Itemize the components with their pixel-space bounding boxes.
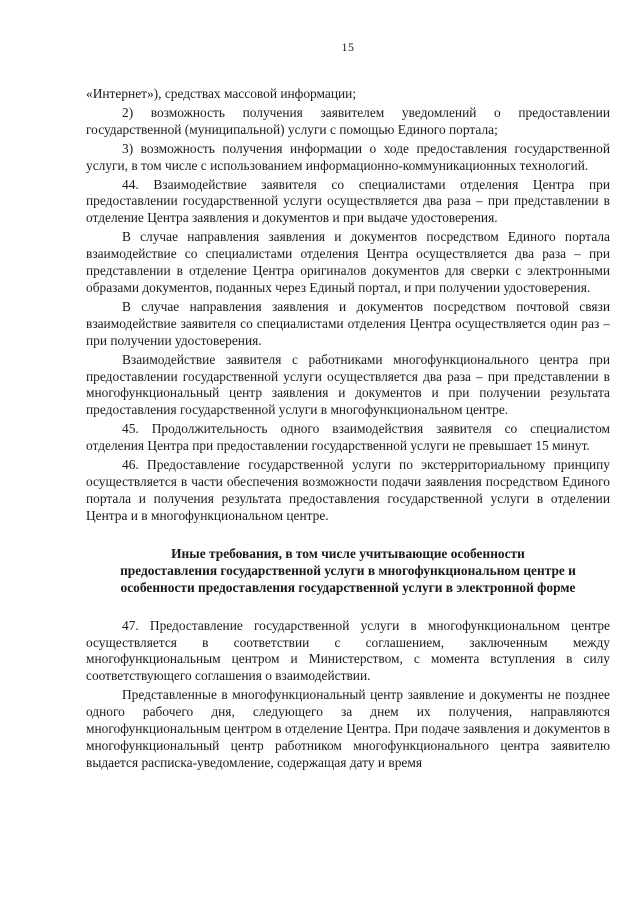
section-heading-line-2: предоставления государственной услуги в многофункциональном центре и — [120, 562, 576, 578]
section-heading-line-3: особенности предоставления государственной услуги в электронной форме — [120, 579, 576, 595]
paragraph-item-3: 3) возможность получения информации о ходе предоставления государственной услуги, в том числе с использованием информационно-коммуникационных технологий. — [86, 140, 610, 173]
paragraph-44: 44. Взаимодействие заявителя со специалистами отделения Центра при предоставлении государственной услуги осуществляется два раза – при представлении в отделение Центра заявления и документов и при выдаче удостоверения. — [86, 176, 610, 226]
section-heading-line-1: Иные требования, в том числе учитывающие особенности — [171, 545, 525, 561]
paragraph-44-portal: В случае направления заявления и документов посредством Единого портала взаимодействие со специалистами отделения Центра осуществляется два раза – при представлении в отделение Центра оригиналов документов для сверки с электронными образами документов, поданных через Единый портал, и при получении удостоверения. — [86, 229, 610, 295]
paragraph-44-mfc: Взаимодействие заявителя с работниками многофункционального центра при предоставлении государственной услуги осуществляется два раза – при представлении в многофункциональный центр заявления и документов и при получении результата предоставления государственной услуги в многофункциональном центре. — [86, 351, 610, 418]
paragraph-item-2: 2) возможность получения заявителем уведомлений о предоставлении государственной (муниципальной) услуги с помощью Единого портала; — [86, 104, 610, 137]
section-heading — [86, 545, 610, 596]
paragraph-44-postal: В случае направления заявления и документов посредством почтовой связи взаимодействие заявителя со специалистами отделения Центра осуществляется один раз – при получении удостоверения. — [86, 298, 610, 348]
paragraph-46: 46. Предоставление государственной услуги по экстерриториальному принципу осуществляется в части обеспечения возможности подачи заявления посредством Единого портала и получения результата предоставления государственной услуги в отделении Центра и в многофункциональном центре. — [86, 457, 610, 523]
paragraph-45: 45. Продолжительность одного взаимодействия заявителя со специалистом отделения Центра при предоставлении государственной услуги не превышает 15 минут. — [86, 421, 610, 454]
paragraph-47: 47. Предоставление государственной услуги в многофункциональном центре осуществляется в соответствии с соглашением, заключенным между многофункциональным центром и Министерством, с момента вступления в силу соответствующего соглашения о взаимодействии. — [86, 617, 610, 684]
document-body — [86, 86, 610, 774]
paragraph-47-documents: Представленные в многофункциональный центр заявление и документы не позднее одного рабочего дня, следующего за днем их получения, направляются многофункциональным центром в отделение Центра. При подаче заявления и документов в многофункциональный центр работником многофункционального центра заявителю выдается расписка-уведомление, содержащая дату и время — [86, 687, 610, 770]
page-number: 15 — [341, 40, 355, 54]
paragraph-internet-continuation: «Интернет»), средствах массовой информации; — [86, 86, 357, 101]
